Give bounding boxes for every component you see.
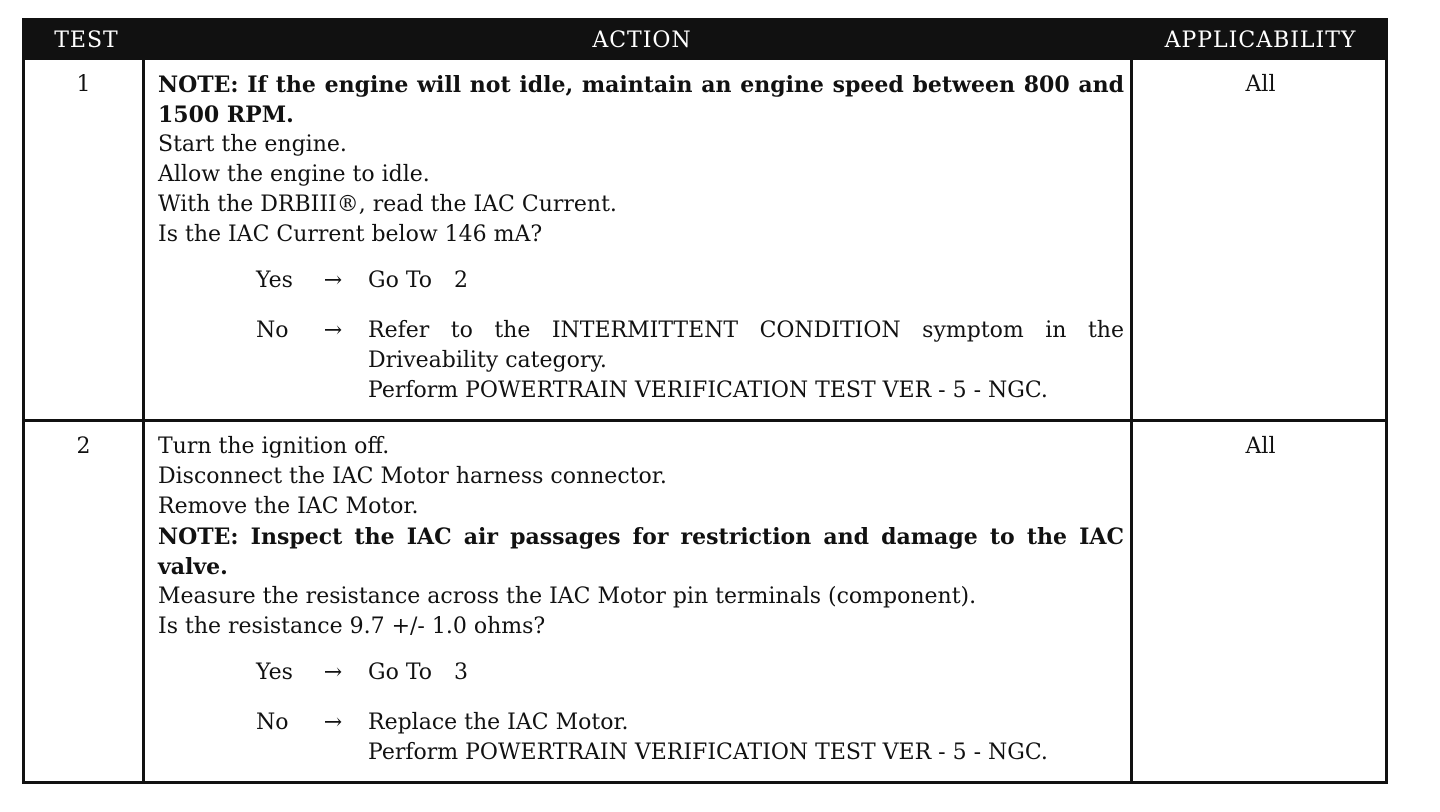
- arrow-icon: →: [323, 710, 343, 735]
- table-row: [25, 60, 1385, 422]
- step-text: Start the engine.: [158, 132, 347, 157]
- step-text: Turn the ignition off.: [158, 434, 390, 459]
- yes-answer: [158, 266, 1124, 296]
- step-text: Is the resistance 9.7 +/- 1.0 ohms?: [158, 614, 546, 639]
- yes-answer: [158, 658, 1124, 688]
- no-action-text: Perform POWERTRAIN VERIFICATION TEST VER - 5 - NGC.: [368, 378, 1048, 403]
- table-header: [25, 21, 1385, 60]
- header-applicability: APPLICABILITY: [1164, 28, 1357, 53]
- applicability-value: All: [1245, 72, 1276, 97]
- goto-number: 3: [454, 660, 469, 685]
- yes-label: Yes: [256, 268, 293, 293]
- arrow-icon: →: [323, 268, 343, 293]
- answer-list: [158, 658, 1124, 768]
- arrow-icon: →: [323, 318, 343, 343]
- yes-label: Yes: [256, 660, 293, 685]
- test-number: 2: [25, 422, 145, 781]
- goto-number: 2: [454, 268, 469, 293]
- step-text: With the DRBIII®, read the IAC Current.: [158, 192, 617, 217]
- no-answer: [158, 708, 1124, 768]
- test-number: 1: [25, 60, 145, 419]
- arrow-icon: →: [323, 660, 343, 685]
- no-label: No: [256, 318, 289, 343]
- header-action: ACTION: [592, 28, 692, 53]
- applicability-value: All: [1245, 434, 1276, 459]
- step-text: Measure the resistance across the IAC Motor pin terminals (component).: [158, 584, 977, 609]
- no-label: No: [256, 710, 289, 735]
- goto-text: Go To: [368, 268, 433, 293]
- diagnostic-test-table: [22, 18, 1388, 784]
- step-text: Allow the engine to idle.: [158, 162, 430, 187]
- header-test: TEST: [54, 28, 119, 53]
- no-answer: [158, 316, 1124, 406]
- step-text: Is the IAC Current below 146 mA?: [158, 222, 543, 247]
- note-text: NOTE: Inspect the IAC air passages for restriction and damage to the IAC valve.: [158, 524, 1124, 580]
- note-text: NOTE: If the engine will not idle, maintain an engine speed between 800 and 1500 RPM.: [158, 72, 1124, 128]
- action-cell: [148, 422, 1133, 781]
- step-text: Disconnect the IAC Motor harness connector.: [158, 464, 667, 489]
- goto-text: Go To: [368, 660, 433, 685]
- no-action-text: Replace the IAC Motor.: [368, 710, 629, 735]
- no-action-text: Perform POWERTRAIN VERIFICATION TEST VER - 5 - NGC.: [368, 740, 1048, 765]
- action-cell: [148, 60, 1133, 419]
- answer-list: [158, 266, 1124, 406]
- no-action-text: Refer to the INTERMITTENT CONDITION symptom in the Driveability category.: [368, 318, 1124, 373]
- table-row: [25, 422, 1385, 781]
- step-text: Remove the IAC Motor.: [158, 494, 419, 519]
